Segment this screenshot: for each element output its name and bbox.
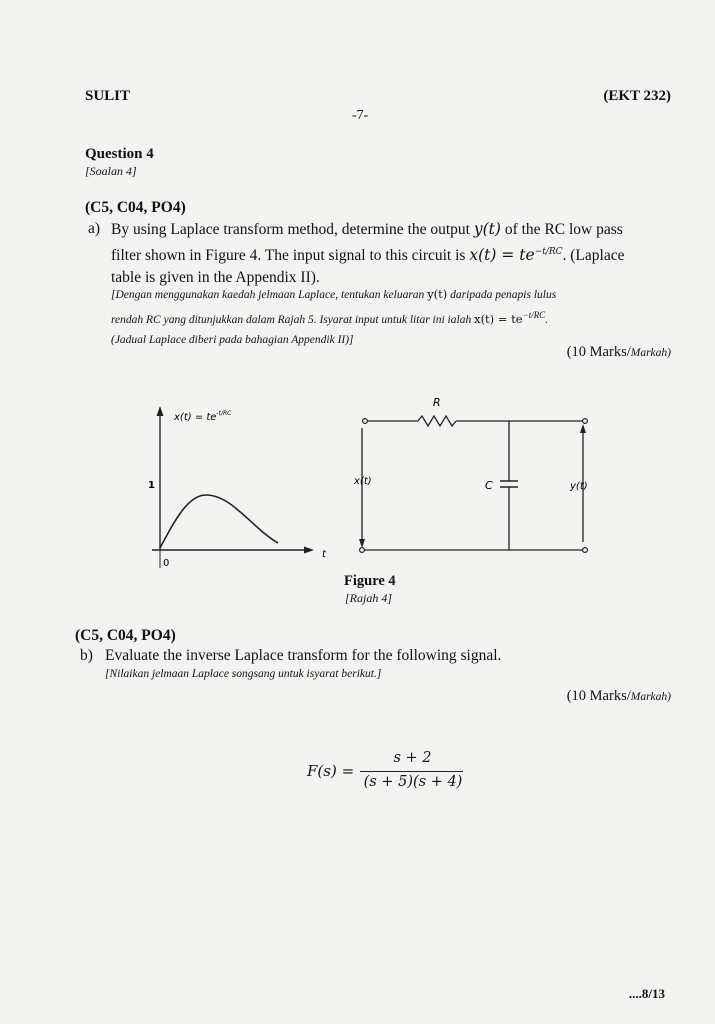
part-a-line3: table is given in the Appendix II). bbox=[111, 269, 320, 287]
capacitor-label: C bbox=[485, 479, 493, 492]
output-arrow bbox=[580, 424, 586, 433]
part-b-marks: (10 Marks/Markah) bbox=[566, 688, 671, 704]
part-a-line1: By using Laplace transform method, determine the output y(t) of the RC low pass bbox=[111, 220, 623, 238]
question-subtitle: [Soalan 4] bbox=[85, 164, 137, 178]
part-a-label: a) bbox=[88, 220, 101, 237]
footer-page: ....8/13 bbox=[628, 986, 665, 1001]
output-label: y(t) bbox=[570, 481, 588, 492]
fraction-bar bbox=[360, 771, 463, 772]
y-axis-arrow bbox=[157, 406, 164, 416]
part-a-tag: (C5, C04, PO4) bbox=[85, 199, 186, 216]
resistor-symbol bbox=[418, 416, 456, 426]
part-b-malay: [Nilaikan jelmaan Laplace songsang untuk isyarat berikut.] bbox=[105, 668, 382, 680]
y-tick-label: 1 bbox=[148, 480, 155, 491]
header-left: SULIT bbox=[85, 88, 131, 104]
part-b-label: b) bbox=[80, 647, 93, 664]
x-axis-arrow bbox=[304, 547, 314, 554]
output-terminal-bottom bbox=[583, 548, 588, 553]
question-title: Question 4 bbox=[85, 146, 154, 162]
equation-numerator: s + 2 bbox=[393, 750, 432, 766]
figure-caption: Figure 4 bbox=[344, 573, 396, 589]
part-a-text bbox=[111, 218, 671, 289]
input-terminal-top bbox=[363, 419, 368, 424]
output-terminal-top bbox=[583, 419, 588, 424]
signal-curve bbox=[160, 495, 278, 548]
part-a-marks: (10 Marks/Markah) bbox=[566, 344, 671, 360]
page-number: -7- bbox=[352, 108, 369, 123]
part-a-line2: filter shown in Figure 4. The input signal to this circuit is $x(t) = te^{-t/RC}$. (Laplace bbox=[111, 246, 625, 265]
input-arrow bbox=[359, 539, 365, 548]
x-axis-label: t bbox=[322, 549, 326, 560]
resistor-label: R bbox=[433, 396, 441, 409]
figure-caption-malay: [Rajah 4] bbox=[345, 591, 393, 605]
course-code: (EKT 232) bbox=[603, 88, 671, 104]
origin-label: 0 bbox=[163, 558, 170, 569]
rc-circuit bbox=[340, 390, 610, 565]
equation-lhs: F(s) = bbox=[307, 762, 355, 780]
part-b-text: Evaluate the inverse Laplace transform for the following signal. bbox=[105, 647, 502, 664]
input-terminal-bottom bbox=[360, 548, 365, 553]
part-b-tag: (C5, C04, PO4) bbox=[75, 627, 176, 644]
input-label: x(t) bbox=[354, 476, 372, 487]
input-signal-graph bbox=[140, 400, 350, 580]
part-a-malay: [Dengan menggunakan kaedah jelmaan Laplace, tentukan keluaran y(t) daripada penapis lulus rendah RC yang ditunjukkan dalam Rajah 5. Isyarat input untuk litar ini ialah $x(t) = te^{-t/RC}$. (Jadual Laplace diberi pada bahagian Appendik II)] bbox=[111, 287, 557, 346]
graph-label: $x(t) = te^{-t/RC}$ bbox=[174, 410, 232, 423]
equation-denominator: (s + 5)(s + 4) bbox=[363, 774, 463, 790]
